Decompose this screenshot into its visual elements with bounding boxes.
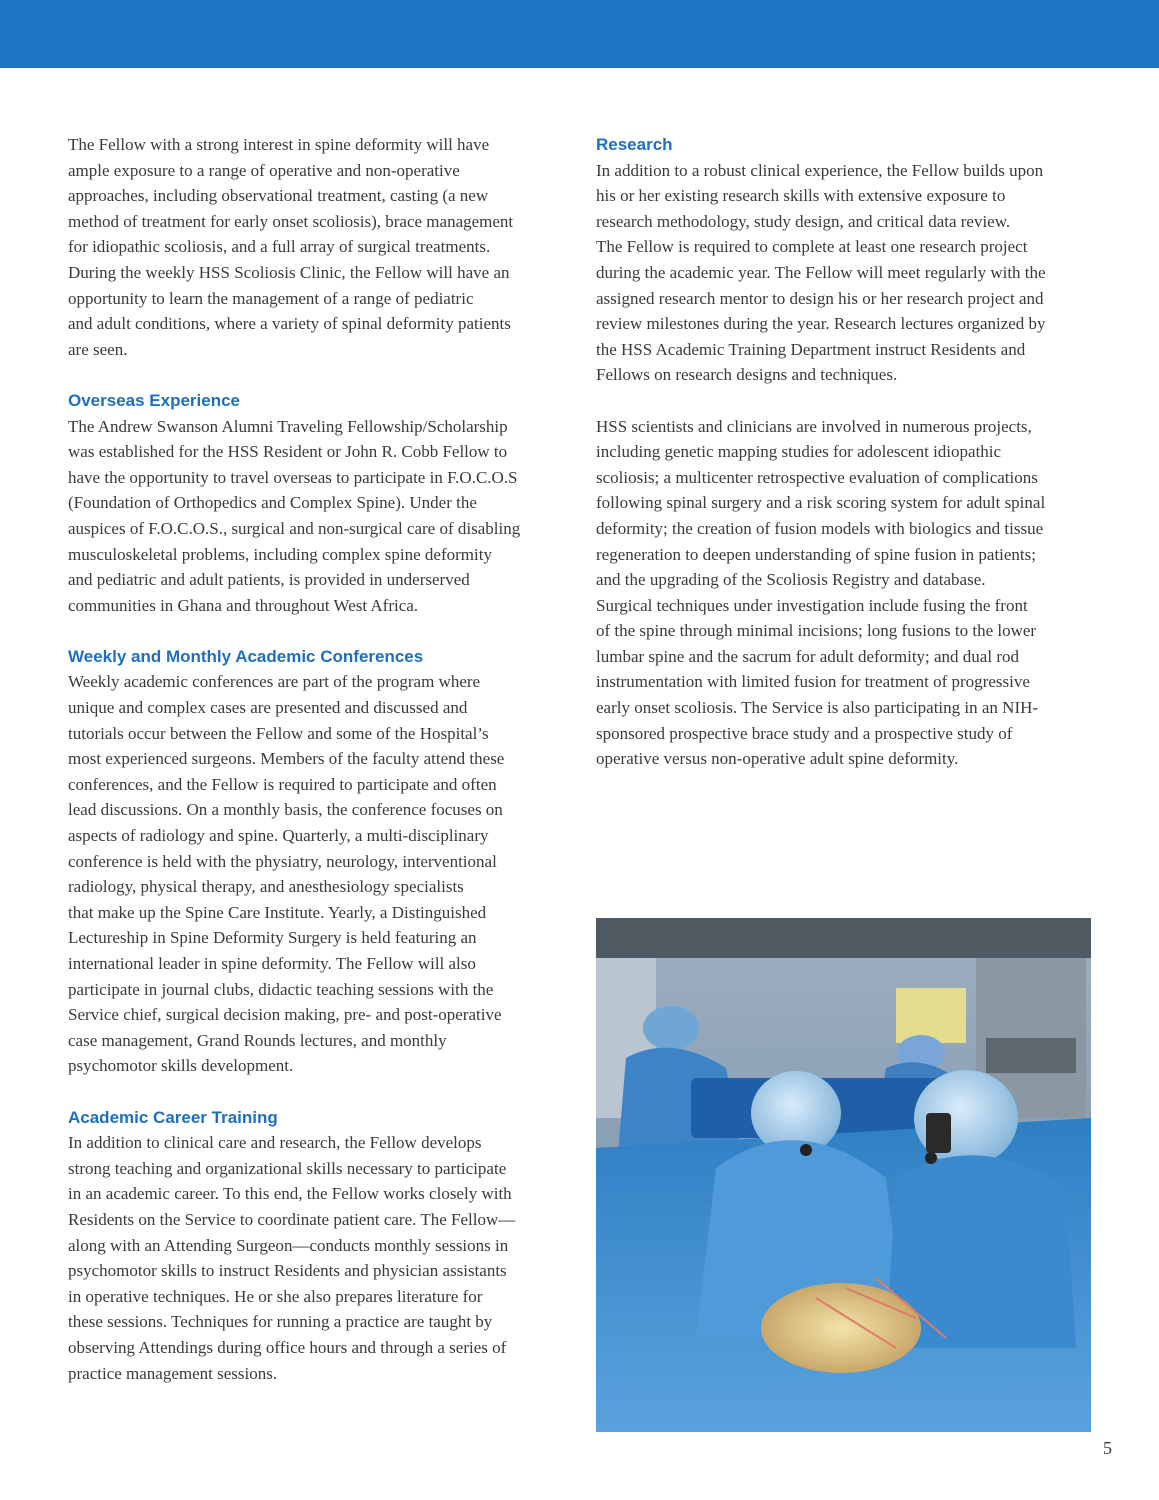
research-paragraph: In addition to a robust clinical experience, the Fellow builds upon his or her existing research skills with extensive exposure to research methodology, study design, and critical data review. The Fellow is required to complete at least one research project during the academic year. The Fellow will meet regularly with the assigned research mentor to design his or her research project and review milestones during the year. Research lectures organized by the HSS Academic Training Department instruct Residents and Fellows on research designs and techniques. [596, 160, 1046, 385]
overseas-heading: Overseas Experience [68, 390, 241, 410]
left-column [68, 132, 566, 1386]
top-banner [0, 0, 1159, 68]
overseas-paragraph: The Andrew Swanson Alumni Traveling Fellowship/Scholarship was established for the HSS Resident or John R. Cobb Fellow to have the opportunity to travel overseas to participate in F.O.C.O.S (Foundation of Orthopedics and Complex Spine). Under the auspices of F.O.C.O.S., surgical and non-surgical care of disabling musculoskeletal problems, including complex spine deformity and pediatric and adult patients, is provided in underserved communities in Ghana and throughout West Africa. [68, 416, 521, 615]
surgery-photo-illustration [596, 918, 1091, 1432]
conferences-heading: Weekly and Monthly Academic Conferences [68, 646, 424, 666]
page-number: 5 [1103, 1438, 1112, 1458]
career-heading: Academic Career Training [68, 1107, 278, 1127]
research-heading: Research [596, 135, 673, 154]
right-column [596, 132, 1091, 772]
intro-paragraph: The Fellow with a strong interest in spine deformity will have ample exposure to a range of operative and non-operative approaches, including observational treatment, casting (a new method of treatment for early onset scoliosis), brace management for idiopathic scoliosis, and a full array of surgical treatments. During the weekly HSS Scoliosis Clinic, the Fellow will have an opportunity to learn the management of a range of pediatric and adult conditions, where a variety of spinal deformity patients are seen. [68, 135, 514, 359]
career-paragraph: In addition to clinical care and research, the Fellow develops strong teaching and organizational skills necessary to participate in an academic career. To this end, the Fellow works closely with Residents on the Service to coordinate patient care. The Fellow— along with an Attending Surgeon—conducts monthly sessions in psychomotor skills to instruct Residents and physician assistants in operative techniques. He or she also prepares literature for these sessions. Techniques for running a practice are taught by observing Attendings during office hours and through a series of practice management sessions. [68, 1133, 516, 1383]
surgery-photo [596, 918, 1091, 1432]
conferences-paragraph: Weekly academic conferences are part of the program where unique and complex cases are presented and discussed and tutorials occur between the Fellow and some of the Hospital’s most experienced surgeons. Members of the faculty attend these conferences, and the Fellow is required to participate and often lead discussions. On a monthly basis, the conference focuses on aspects of radiology and spine. Quarterly, a multi-disciplinary conference is held with the physiatry, neurology, interventional radiology, physical therapy, and anesthesiology specialists that make up the Spine Care Institute. Yearly, a Distinguished Lectureship in Spine Deformity Surgery is held featuring an international leader in spine deformity. The Fellow will also participate in journal clubs, didactic teaching sessions with the Service chief, surgical decision making, pre- and post-operative case management, Grand Rounds lectures, and monthly psychomotor skills development. [68, 672, 505, 1076]
projects-paragraph: HSS scientists and clinicians are involved in numerous projects, including genetic mapping studies for adolescent idiopathic scoliosis; a multicenter retrospective evaluation of complications following spinal surgery and a risk scoring system for adult spinal deformity; the creation of fusion models with biologics and tissue regeneration to deepen understanding of spine fusion in patients; and the upgrading of the Scoliosis Registry and database. Surgical techniques under investigation include fusing the front of the spine through minimal incisions; long fusions to the lower lumbar spine and the sacrum for adult deformity; and dual rod instrumentation with limited fusion for treatment of progressive early onset scoliosis. The Service is also participating in an NIH- sponsored prospective brace study and a prospective study of operative versus non-operative adult spine deformity. [596, 416, 1046, 769]
